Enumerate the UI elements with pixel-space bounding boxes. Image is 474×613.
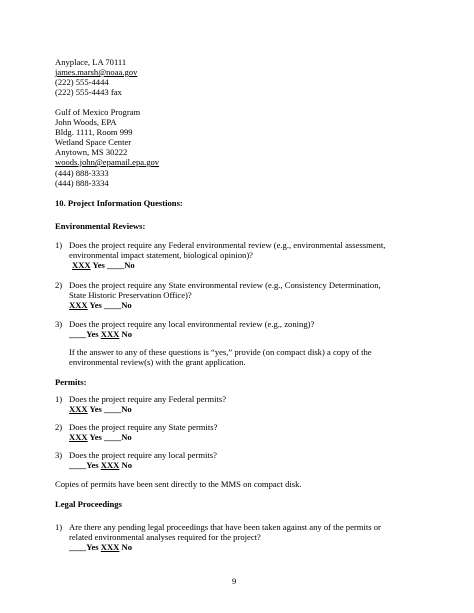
- permits-q3-yes-blank[interactable]: ____: [69, 460, 87, 470]
- contact1-fax: (222) 555-4443 fax: [55, 87, 122, 97]
- env-q3-yes-label: Yes: [86, 329, 101, 339]
- env-q3-no-mark[interactable]: XXX: [100, 329, 120, 339]
- contact2-phone2: (444) 888-3334: [55, 178, 109, 188]
- contact2-phone1: (444) 888-3333: [55, 168, 109, 178]
- contact1-email[interactable]: james.marsh@noaa.gov: [55, 67, 138, 77]
- permits-q1-no-blank[interactable]: ____: [104, 404, 122, 414]
- legal-heading: Legal Proceedings: [55, 499, 122, 509]
- permits-q2-no-label: No: [121, 432, 132, 442]
- permits-q3-number: 3): [55, 450, 63, 460]
- env-note-line2: environmental review(s) with the grant application.: [69, 357, 246, 367]
- permits-q2-no-blank[interactable]: ____: [104, 432, 122, 442]
- env-q1-no-blank[interactable]: ____: [107, 260, 125, 270]
- env-q1-line2: environmental impact statement, biological opinion)?: [69, 250, 253, 260]
- contact2-org: Gulf of Mexico Program: [55, 107, 141, 117]
- contact2-bldg: Bldg. 1111, Room 999: [55, 127, 133, 137]
- permits-q2-yes-label: Yes: [87, 432, 105, 442]
- permits-heading: Permits:: [55, 377, 87, 387]
- permits-q1-no-label: No: [121, 404, 132, 414]
- env-note-line1: If the answer to any of these questions is “yes,” provide (on compact disk) a copy of the: [69, 347, 372, 357]
- env-q3-line1: Does the project require any local environmental review (e.g., zoning)?: [69, 319, 315, 329]
- env-q1-line1: Does the project require any Federal environmental review (e.g., environmental assessment,: [69, 240, 386, 250]
- legal-q1-number: 1): [55, 522, 63, 532]
- contact2-name: John Woods, EPA: [55, 117, 117, 127]
- permits-q3-yes-label: Yes: [86, 460, 101, 470]
- contact2-center: Wetland Space Center: [55, 137, 132, 147]
- env-q2-number: 2): [55, 280, 63, 290]
- legal-q1-yes-blank[interactable]: ____: [69, 542, 87, 552]
- env-q1-answer: [72, 260, 135, 270]
- permits-q1-yes-label: Yes: [87, 404, 105, 414]
- permits-q1-yes-mark[interactable]: XXX: [69, 404, 88, 414]
- section-title: 10. Project Information Questions:: [55, 198, 183, 208]
- env-q1-number: 1): [55, 240, 63, 250]
- contact1-phone: (222) 555-4444: [55, 77, 109, 87]
- permits-q3-line1: Does the project require any local permits?: [69, 450, 217, 460]
- permits-q1-line1: Does the project require any Federal permits?: [69, 394, 227, 404]
- page-number: 9: [232, 576, 237, 586]
- permits-note: Copies of permits have been sent directly to the MMS on compact disk.: [55, 479, 302, 489]
- contact2-city: Anytown, MS 30222: [55, 147, 128, 157]
- permits-q3-no-label: No: [119, 460, 133, 470]
- env-q1-yes-label: Yes: [90, 260, 108, 270]
- env-q2-yes-label: Yes: [87, 300, 105, 310]
- env-q2-no-blank[interactable]: ____: [104, 300, 122, 310]
- permits-q3-no-mark[interactable]: XXX: [100, 460, 120, 470]
- env-heading: Environmental Reviews:: [55, 221, 146, 231]
- permits-q3-answer: [69, 460, 132, 470]
- contact2-email[interactable]: woods.john@epamail.epa.gov: [55, 157, 160, 167]
- env-q3-answer: [69, 329, 132, 339]
- permits-q2-line1: Does the project require any State permits?: [69, 422, 218, 432]
- legal-q1-no-label: No: [119, 542, 133, 552]
- permits-q1-number: 1): [55, 394, 63, 404]
- env-q1-yes-mark[interactable]: XXX: [72, 260, 91, 270]
- legal-q1-yes-label: Yes: [86, 542, 101, 552]
- permits-q2-number: 2): [55, 422, 63, 432]
- legal-q1-no-mark[interactable]: XXX: [100, 542, 120, 552]
- env-q2-yes-mark[interactable]: XXX: [69, 300, 88, 310]
- env-q2-line1: Does the project require any State environmental review (e.g., Consistency Determination,: [69, 280, 381, 290]
- env-q3-number: 3): [55, 319, 63, 329]
- env-q2-line2: State Historic Preservation Office)?: [69, 290, 192, 300]
- permits-q2-yes-mark[interactable]: XXX: [69, 432, 88, 442]
- env-q3-no-label: No: [119, 329, 133, 339]
- contact1-city: Anyplace, LA 70111: [55, 57, 127, 67]
- legal-q1-answer: [69, 542, 132, 552]
- permits-q1-answer: [69, 404, 132, 414]
- legal-q1-line1: Are there any pending legal proceedings that have been taken against any of the permits or: [69, 522, 381, 532]
- permits-q2-answer: [69, 432, 132, 442]
- env-q2-no-label: No: [121, 300, 132, 310]
- env-q1-no-label: No: [124, 260, 135, 270]
- env-q2-answer: [69, 300, 132, 310]
- legal-q1-line2: related environmental analyses required for the project?: [69, 532, 261, 542]
- env-q3-yes-blank[interactable]: ____: [69, 329, 87, 339]
